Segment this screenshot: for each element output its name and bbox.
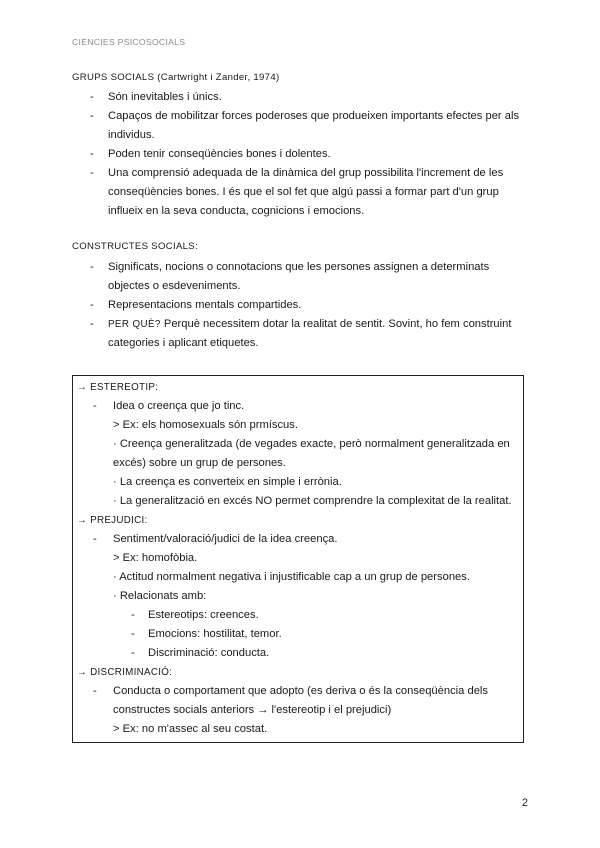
list-item: - Poden tenir conseqüències bones i dolentes. <box>72 145 522 164</box>
dash-marker: - <box>93 685 97 697</box>
per-que-text: Perquè necessitem dotar la realitat de sentit. Sovint, ho fem construint categories i aplicant etiquetes. <box>108 318 512 349</box>
grups-socials-list <box>72 88 522 221</box>
estereotip-bullet-1a: · Creença generalitzada (de vegades exacte, però normalment generalitzada en <box>113 438 510 450</box>
dash-marker: - <box>131 628 135 640</box>
estereotip-title: → ESTEREOTIP: <box>77 382 159 393</box>
prejudici-sub-item: Emocions: hostilitat, temor. <box>148 628 282 640</box>
page-number: 2 <box>521 797 528 809</box>
dash-marker: - <box>93 533 97 545</box>
per-que-label: PER QUÈ? <box>108 319 161 330</box>
list-item: - Capaços de mobilitzar forces poderoses que produeixen importants efectes per als individus. <box>72 107 522 145</box>
grups-socials-title: GRUPS SOCIALS (Cartwright i Zander, 1974) <box>72 72 280 83</box>
prejudici-bullet-2: · Relacionats amb: <box>113 590 207 602</box>
list-item: - Representacions mentals compartides. <box>72 296 522 315</box>
discriminacio-definition-a: Conducta o comportament que adopto (es deriva o és la conseqüència dels <box>113 685 489 697</box>
estereotip-bullet-1b: excés) sobre un grup de persones. <box>113 457 286 469</box>
estereotip-bullet-2: · La creença es converteix en simple i errònia. <box>113 476 342 488</box>
list-item <box>72 315 522 353</box>
dash-marker: - <box>131 647 135 659</box>
running-header: CIÈNCIES PSICOSOCIALS <box>72 37 186 47</box>
constructes-socials-title: CONSTRUCTES SOCIALS: <box>72 241 198 252</box>
prejudici-sub-item: Estereotips: creences. <box>148 609 259 621</box>
prejudici-sub-item: Discriminació: conducta. <box>148 647 270 659</box>
dash-marker: - <box>131 609 135 621</box>
concepts-box <box>72 375 524 743</box>
estereotip-example: > Ex: els homosexuals són prmíscus. <box>113 419 298 431</box>
estereotip-bullet-3: · La generalització en excés NO permet comprendre la complexitat de la realitat. <box>113 495 512 507</box>
dash-marker: - <box>93 400 97 412</box>
list-item: - Són inevitables i únics. <box>72 88 522 107</box>
prejudici-example: > Ex: homofòbia. <box>113 552 198 564</box>
list-item: - Una comprensió adequada de la dinàmica del grup possibilita l'increment de les conseqüències bones. I és que el sol fet que algú passi a formar part d'un grup influeix en la seva conducta, cognicions i emocions. <box>72 164 522 221</box>
discriminacio-example: > Ex: no m'assec al seu costat. <box>113 723 268 735</box>
prejudici-definition: Sentiment/valoració/judici de la idea creença. <box>113 533 338 545</box>
constructes-socials-list <box>72 258 522 353</box>
estereotip-definition: Idea o creença que jo tinc. <box>113 400 245 412</box>
prejudici-title: → PREJUDICI: <box>77 515 148 526</box>
discriminacio-definition-b: constructes socials anteriors → l'estereotip i el prejudici) <box>113 704 392 716</box>
discriminacio-title: → DISCRIMINACIÓ: <box>77 667 173 678</box>
prejudici-bullet-1: · Actitud normalment negativa i injustificable cap a un grup de persones. <box>113 571 470 583</box>
list-item: - Significats, nocions o connotacions que les persones assignen a determinats objectes o esdeveniments. <box>72 258 522 296</box>
